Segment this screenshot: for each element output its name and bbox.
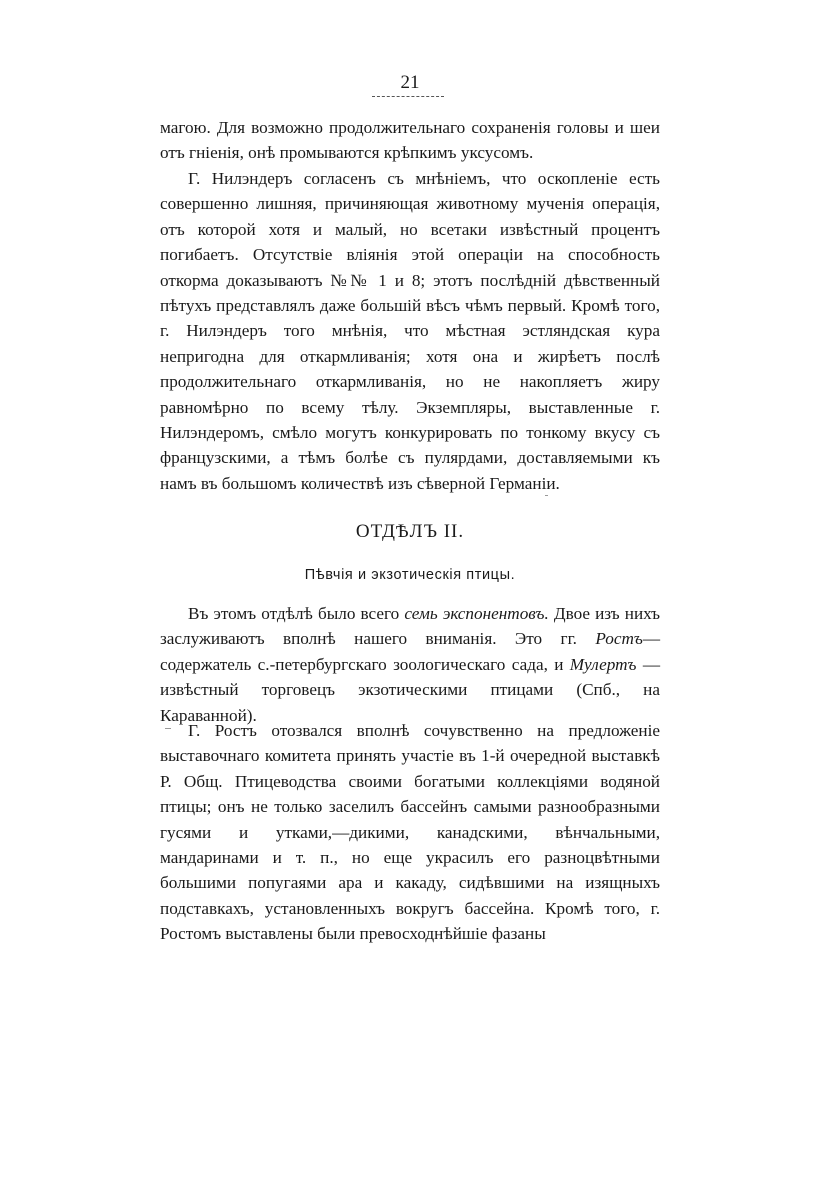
paragraph-text xyxy=(160,601,660,728)
page-number-rule xyxy=(372,96,444,97)
paragraph-rost xyxy=(160,718,660,947)
text-run: Двое изъ нихъ заслуживаютъ вполнѣ нашего вниманія. Это гг. xyxy=(160,604,660,649)
paragraph-exhibitors xyxy=(160,601,660,728)
italic-name-rost: Ростъ xyxy=(595,629,643,649)
paragraph-text: Г. Нилэндеръ согласенъ съ мнѣніемъ, что оскопленіе есть совершенно лишняя, причиняющая животному мученія операція, отъ которой хотя и малый, но всетаки извѣстный процентъ погибаетъ. Отсутствіе вліянія этой операціи на способность откорма доказываютъ №№ 1 и 8; этотъ послѣдній дѣвственный пѣтухъ представлялъ даже большій вѣсъ чѣмъ первый. Кромѣ того, г. Нилэндеръ того мнѣнія, что мѣстная эстляндская кура непригодна для откармливанія; хотя она и жирѣетъ послѣ продолжительнаго откармливанія, но не накопляетъ жиру равномѣрно по всему тѣлу. Экземпляры, выставленные г. Нилэндеромъ, смѣло могутъ конкурировать по тонкому вкусу съ французскими, а тѣмъ болѣе съ пулярдами, доставляемыми къ намъ въ большомъ количествѣ изъ сѣверной Германіи. xyxy=(160,169,660,493)
italic-name-mulert: Мулертъ xyxy=(569,654,637,674)
italic-run: семь экспонентовъ. xyxy=(404,604,549,623)
text-run: — содержатель с.-петербургскаго зоологическаго сада, и xyxy=(160,629,660,674)
paragraph-text: магою. Для возможно продолжительнаго сохраненія головы и шеи отъ гніенія, онѣ промываются крѣпкимъ уксусомъ. xyxy=(160,118,660,163)
page-number: 21 xyxy=(400,72,420,93)
section-title: ОТДѢЛЪ II. xyxy=(355,521,465,542)
paragraph-text: Г. Ростъ отозвался вполнѣ сочувственно на предложеніе выставочнаго комитета принять участіе въ 1-й очередной выставкѣ Р. Общ. Птицеводства своими богатыми коллекціями водяной птицы; онъ не только заселилъ бассейнъ самыми разнообразными гусями и утками,—дикими, канадскими, вѣнчальными, мандаринами и т. п., но еще украсилъ его разноцвѣтными большими попугаями ара и какаду, сидѣвшими на изящныхъ подставкахъ, установленныхъ вокругъ бассейна. Кромѣ того, г. Ростомъ выставлены были превосходнѣйшіе фазаны xyxy=(160,721,660,944)
print-speck xyxy=(165,728,171,729)
text-run: Въ этомъ отдѣлѣ было всего xyxy=(188,604,405,623)
paragraph-continuation xyxy=(160,115,660,166)
text-run: — извѣстный торговецъ экзотическими птицами (Спб., на Караванной). xyxy=(160,654,661,725)
print-speck xyxy=(545,495,548,496)
section-subtitle: Пѣвчія и экзотическія птицы. xyxy=(304,567,516,583)
paragraph-nilender xyxy=(160,166,660,496)
